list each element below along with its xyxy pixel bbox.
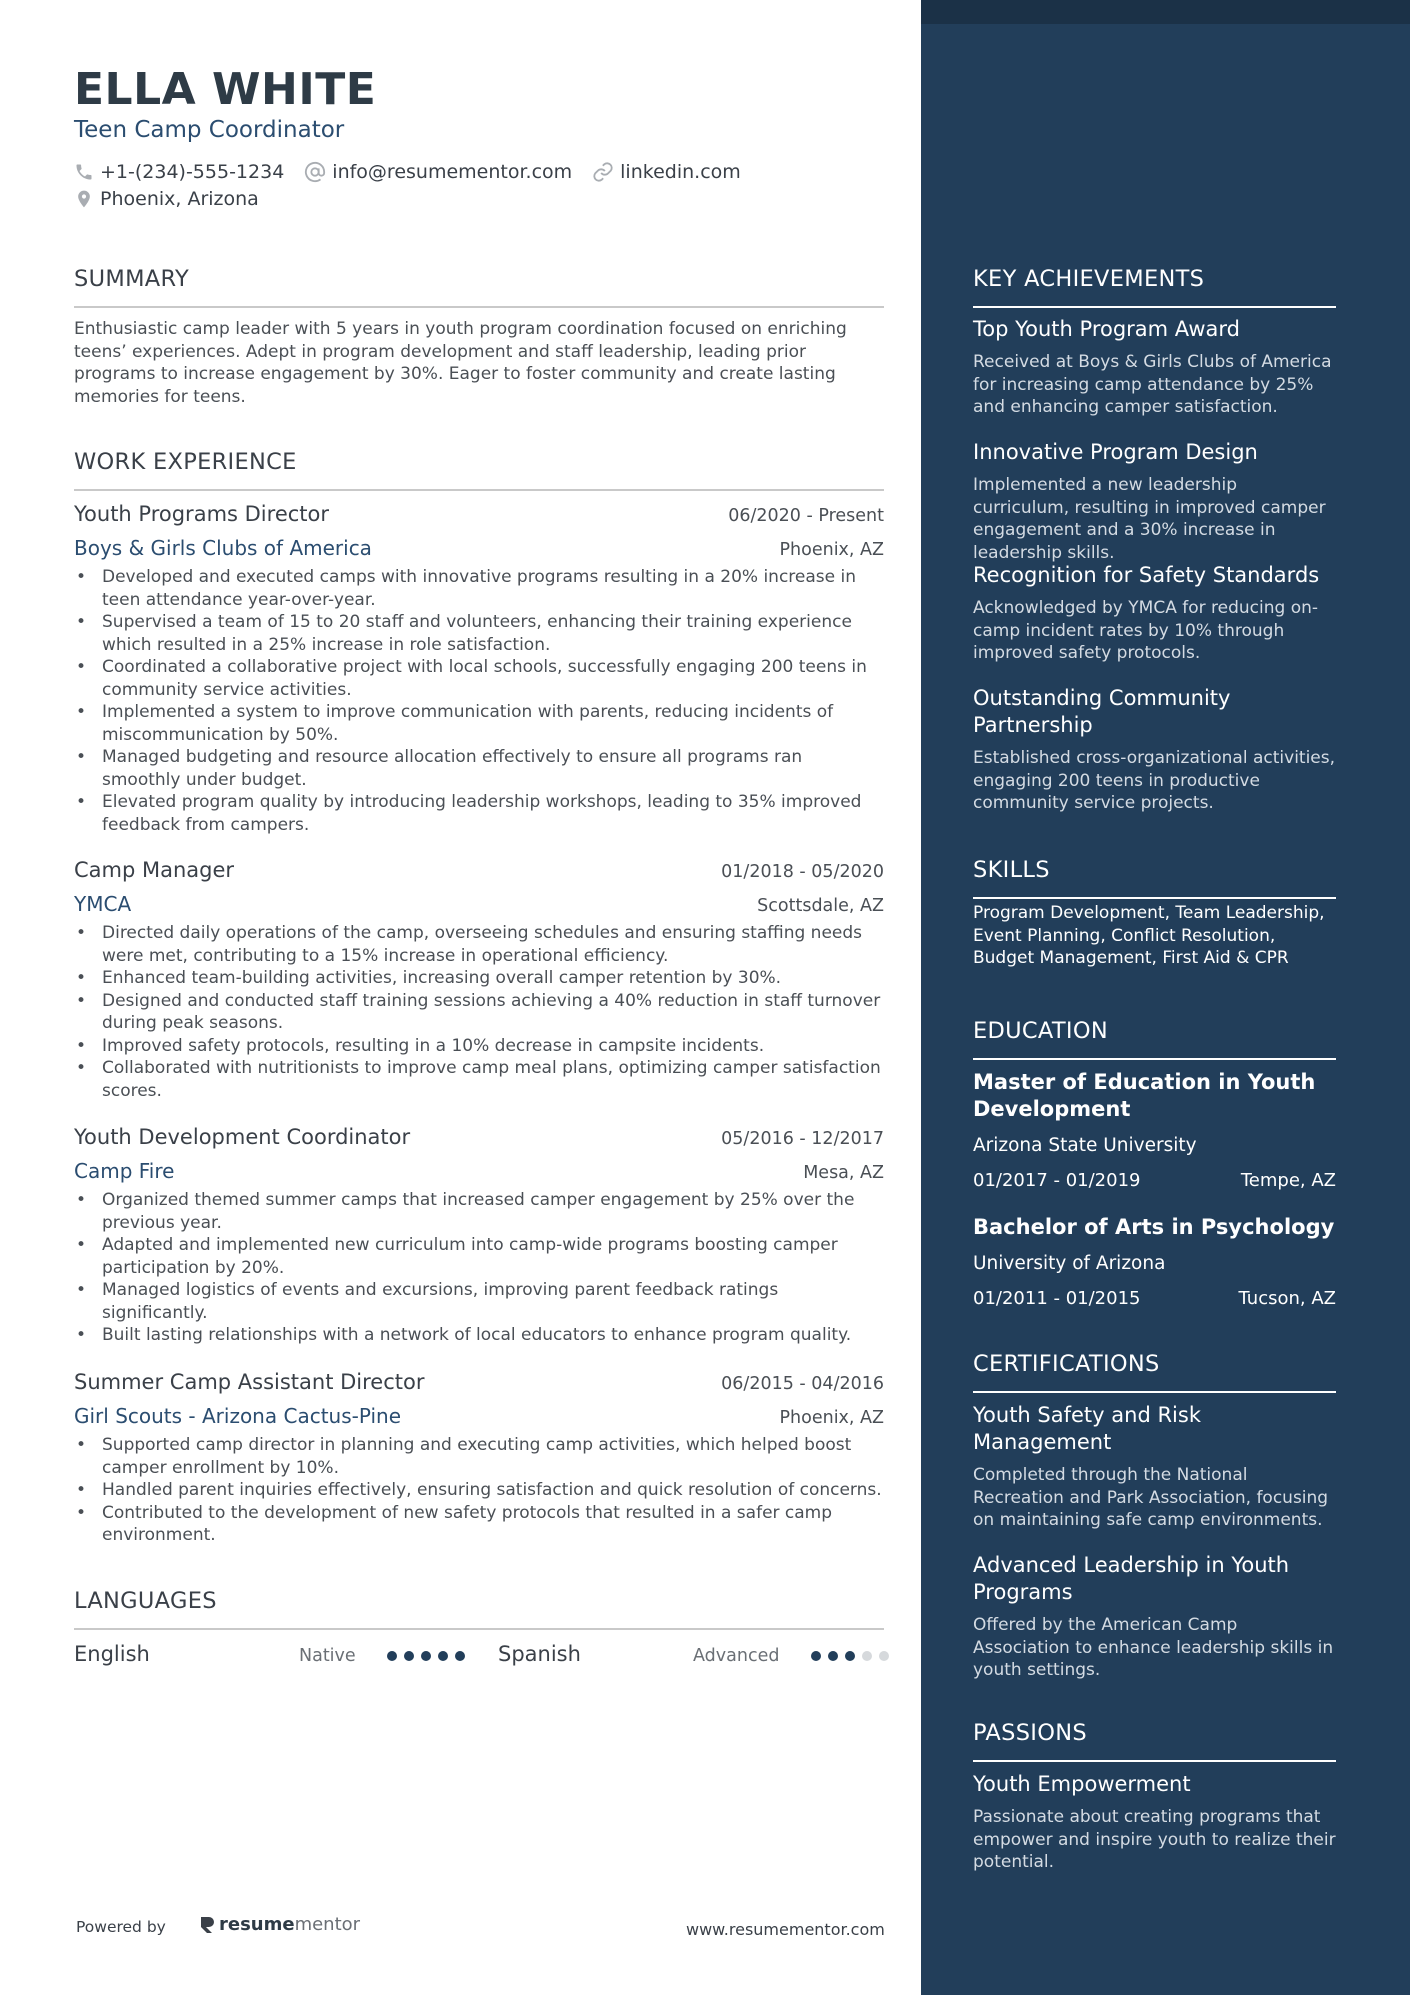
rating-dot-filled xyxy=(421,1651,431,1661)
job-entry xyxy=(74,1125,884,1347)
certification-text: Offered by the American Camp Association to enhance leadership skills in youth settings. xyxy=(973,1615,1334,1680)
certification-item xyxy=(973,1552,1336,1682)
job-entry xyxy=(74,1370,884,1547)
job-location: Phoenix, AZ xyxy=(779,540,884,560)
company-name: Girl Scouts - Arizona Cactus-Pine xyxy=(74,1404,402,1428)
bullet-item: • Designed and conducted staff training sessions achieving a 40% reduction in staff turnover during peak seasons. xyxy=(74,990,884,1035)
achievement-title: Innovative Program Design xyxy=(973,440,1258,464)
passion-title: Youth Empowerment xyxy=(973,1772,1191,1796)
achievement-title: Outstanding Community Partnership xyxy=(973,686,1231,737)
linkedin-text: linkedin.com xyxy=(620,161,741,183)
achievement-title: Recognition for Safety Standards xyxy=(973,563,1320,587)
link-icon xyxy=(592,161,614,183)
map-pin-icon xyxy=(74,188,94,210)
bullet-item: • Adapted and implemented new curriculum into camp-wide programs boosting camper participation by 20%. xyxy=(74,1234,884,1279)
email-text: info@resumementor.com xyxy=(332,161,573,183)
experience-heading: WORK EXPERIENCE xyxy=(74,449,884,491)
phone-text: +1-(234)-555-1234 xyxy=(100,161,285,183)
language-name: Spanish xyxy=(498,1642,581,1666)
language-rating xyxy=(811,1651,896,1661)
education-dates: 01/2011 - 01/2015 xyxy=(973,1288,1141,1309)
contact-phone xyxy=(74,161,284,183)
certifications-heading: CERTIFICATIONS xyxy=(973,1351,1336,1393)
job-title: Camp Manager xyxy=(74,858,235,882)
bullet-item: • Enhanced team-building activities, increasing overall camper retention by 30%. xyxy=(74,967,884,990)
bullet-item: • Collaborated with nutritionists to improve camp meal plans, optimizing camper satisfaction scores. xyxy=(74,1057,884,1102)
education-heading: EDUCATION xyxy=(973,1018,1336,1060)
skills-text: Program Development, Team Leadership, Event Planning, Conflict Resolution, Budget Management, First Aid & CPR xyxy=(973,903,1325,968)
achievement-item xyxy=(973,439,1336,564)
logo-bold-text: resume xyxy=(219,1914,295,1935)
certification-title: Advanced Leadership in Youth Programs xyxy=(973,1553,1290,1604)
job-dates: 06/2015 - 04/2016 xyxy=(721,1374,884,1394)
education-location: Tucson, AZ xyxy=(1238,1288,1336,1309)
powered-by-label: Powered by xyxy=(76,1918,166,1936)
resumementor-logo[interactable] xyxy=(198,1914,360,1935)
job-title: Youth Development Coordinator xyxy=(74,1125,411,1149)
rating-dot-filled xyxy=(845,1651,855,1661)
job-dates: 06/2020 - Present xyxy=(728,506,884,526)
rating-dot-filled xyxy=(455,1651,465,1661)
contact-email[interactable] xyxy=(304,161,572,183)
skills-list xyxy=(973,902,1336,970)
job-bullets xyxy=(74,1189,884,1347)
bullet-item: • Implemented a system to improve communication with parents, reducing incidents of miscommunication by 50%. xyxy=(74,701,884,746)
job-bullets xyxy=(74,566,884,836)
company-name: Boys & Girls Clubs of America xyxy=(74,536,372,560)
school-name: University of Arizona xyxy=(973,1253,1166,1274)
school-name: Arizona State University xyxy=(973,1135,1197,1156)
logo-light-text: mentor xyxy=(294,1914,361,1935)
achievement-title: Top Youth Program Award xyxy=(973,317,1240,341)
company-name: Camp Fire xyxy=(74,1159,175,1183)
job-dates: 05/2016 - 12/2017 xyxy=(721,1129,884,1149)
bullet-item: • Elevated program quality by introducing leadership workshops, leading to 35% improved feedback from campers. xyxy=(74,791,884,836)
bullet-item: • Supervised a team of 15 to 20 staff and volunteers, enhancing their training experience which resulted in a 25% increase in role satisfaction. xyxy=(74,611,884,656)
summary-heading: SUMMARY xyxy=(74,266,884,308)
bullet-item: • Managed logistics of events and excursions, improving parent feedback ratings significantly. xyxy=(74,1279,884,1324)
rating-dot-filled xyxy=(811,1651,821,1661)
passion-item xyxy=(973,1771,1336,1874)
education-item xyxy=(973,1069,1336,1191)
language-level: Advanced xyxy=(693,1646,780,1666)
degree-title: Master of Education in Youth Development xyxy=(973,1070,1316,1121)
job-bullets xyxy=(74,922,884,1102)
achievement-text: Implemented a new leadership curriculum, resulting in improved camper engagement and a 30% increase in leadership skills. xyxy=(973,475,1326,563)
bullet-item: • Organized themed summer camps that increased camper engagement by 25% over the previous year. xyxy=(74,1189,884,1234)
achievement-item xyxy=(973,562,1336,665)
logo-mark-icon xyxy=(198,1915,216,1935)
bullet-item: • Supported camp director in planning and executing camp activities, which helped boost camper enrollment by 10%. xyxy=(74,1434,884,1479)
job-entry xyxy=(74,858,884,1102)
bullet-item: • Handled parent inquiries effectively, ensuring satisfaction and quick resolution of concerns. xyxy=(74,1479,884,1502)
location-row xyxy=(74,188,279,210)
job-entry xyxy=(74,502,884,836)
bullet-item: • Built lasting relationships with a network of local educators to enhance program quality. xyxy=(74,1324,884,1347)
job-title: Summer Camp Assistant Director xyxy=(74,1370,425,1394)
phone-icon xyxy=(74,162,94,182)
certification-title: Youth Safety and Risk Management xyxy=(973,1403,1201,1454)
job-location: Mesa, AZ xyxy=(803,1163,884,1183)
education-dates: 01/2017 - 01/2019 xyxy=(973,1170,1141,1191)
candidate-role: Teen Camp Coordinator xyxy=(74,117,345,143)
bullet-item: • Contributed to the development of new safety protocols that resulted in a safer camp environment. xyxy=(74,1502,884,1547)
rating-dot-empty xyxy=(879,1651,889,1661)
achievement-text: Acknowledged by YMCA for reducing on-camp incident rates by 10% through improved safety protocols. xyxy=(973,598,1318,663)
skills-heading: SKILLS xyxy=(973,857,1336,899)
bullet-item: • Coordinated a collaborative project with local schools, successfully engaging 200 teens in community service activities. xyxy=(74,656,884,701)
rating-dot-filled xyxy=(404,1651,414,1661)
rating-dot-filled xyxy=(438,1651,448,1661)
rating-dot-empty xyxy=(862,1651,872,1661)
passion-text: Passionate about creating programs that empower and inspire youth to realize their potential. xyxy=(973,1807,1336,1872)
sidebar-top-bar xyxy=(921,0,1410,24)
education-item xyxy=(973,1214,1336,1309)
achievement-item xyxy=(973,685,1336,815)
rating-dot-filled xyxy=(828,1651,838,1661)
footer-url[interactable]: www.resumementor.com xyxy=(686,1920,885,1939)
bullet-item: • Managed budgeting and resource allocation effectively to ensure all programs ran smoothly under budget. xyxy=(74,746,884,791)
languages-row xyxy=(74,1642,884,1672)
contact-linkedin[interactable] xyxy=(592,161,741,183)
contact-row xyxy=(74,161,761,183)
bullet-item: • Improved safety protocols, resulting in a 10% decrease in campsite incidents. xyxy=(74,1035,884,1058)
job-bullets xyxy=(74,1434,884,1547)
languages-heading: LANGUAGES xyxy=(74,1588,884,1630)
achievements-heading: KEY ACHIEVEMENTS xyxy=(973,266,1336,308)
achievement-text: Established cross-organizational activities, engaging 200 teens in productive community service projects. xyxy=(973,748,1336,813)
education-location: Tempe, AZ xyxy=(1240,1170,1336,1191)
language-level: Native xyxy=(299,1646,356,1666)
bullet-item: • Developed and executed camps with innovative programs resulting in a 20% increase in teen attendance year-over-year. xyxy=(74,566,884,611)
language-name: English xyxy=(74,1642,150,1666)
contact-location xyxy=(74,188,259,210)
job-title: Youth Programs Director xyxy=(74,502,329,526)
achievement-item xyxy=(973,316,1336,419)
certification-item xyxy=(973,1402,1336,1532)
location-text: Phoenix, Arizona xyxy=(100,188,259,210)
rating-dot-filled xyxy=(387,1651,397,1661)
summary-text: Enthusiastic camp leader with 5 years in youth program coordination focused on enriching teens’ experiences. Adept in program development and staff leadership, leading prior programs to increase engagement by 30%. Eager to foster community and create lasting memories for teens. xyxy=(74,319,847,407)
job-location: Scottsdale, AZ xyxy=(757,896,884,916)
passions-heading: PASSIONS xyxy=(973,1720,1336,1762)
job-location: Phoenix, AZ xyxy=(779,1408,884,1428)
degree-title: Bachelor of Arts in Psychology xyxy=(973,1215,1335,1239)
achievement-text: Received at Boys & Girls Clubs of America for increasing camp attendance by 25% and enhancing camper satisfaction. xyxy=(973,352,1332,417)
bullet-item: • Directed daily operations of the camp, overseeing schedules and ensuring staffing needs were met, contributing to a 15% increase in operational efficiency. xyxy=(74,922,884,967)
job-dates: 01/2018 - 05/2020 xyxy=(721,862,884,882)
company-name: YMCA xyxy=(74,892,132,916)
at-sign-icon xyxy=(304,161,326,183)
certification-text: Completed through the National Recreation and Park Association, focusing on maintaining safe camp environments. xyxy=(973,1465,1329,1530)
language-rating xyxy=(387,1651,472,1661)
candidate-name: ELLA WHITE xyxy=(74,64,377,115)
